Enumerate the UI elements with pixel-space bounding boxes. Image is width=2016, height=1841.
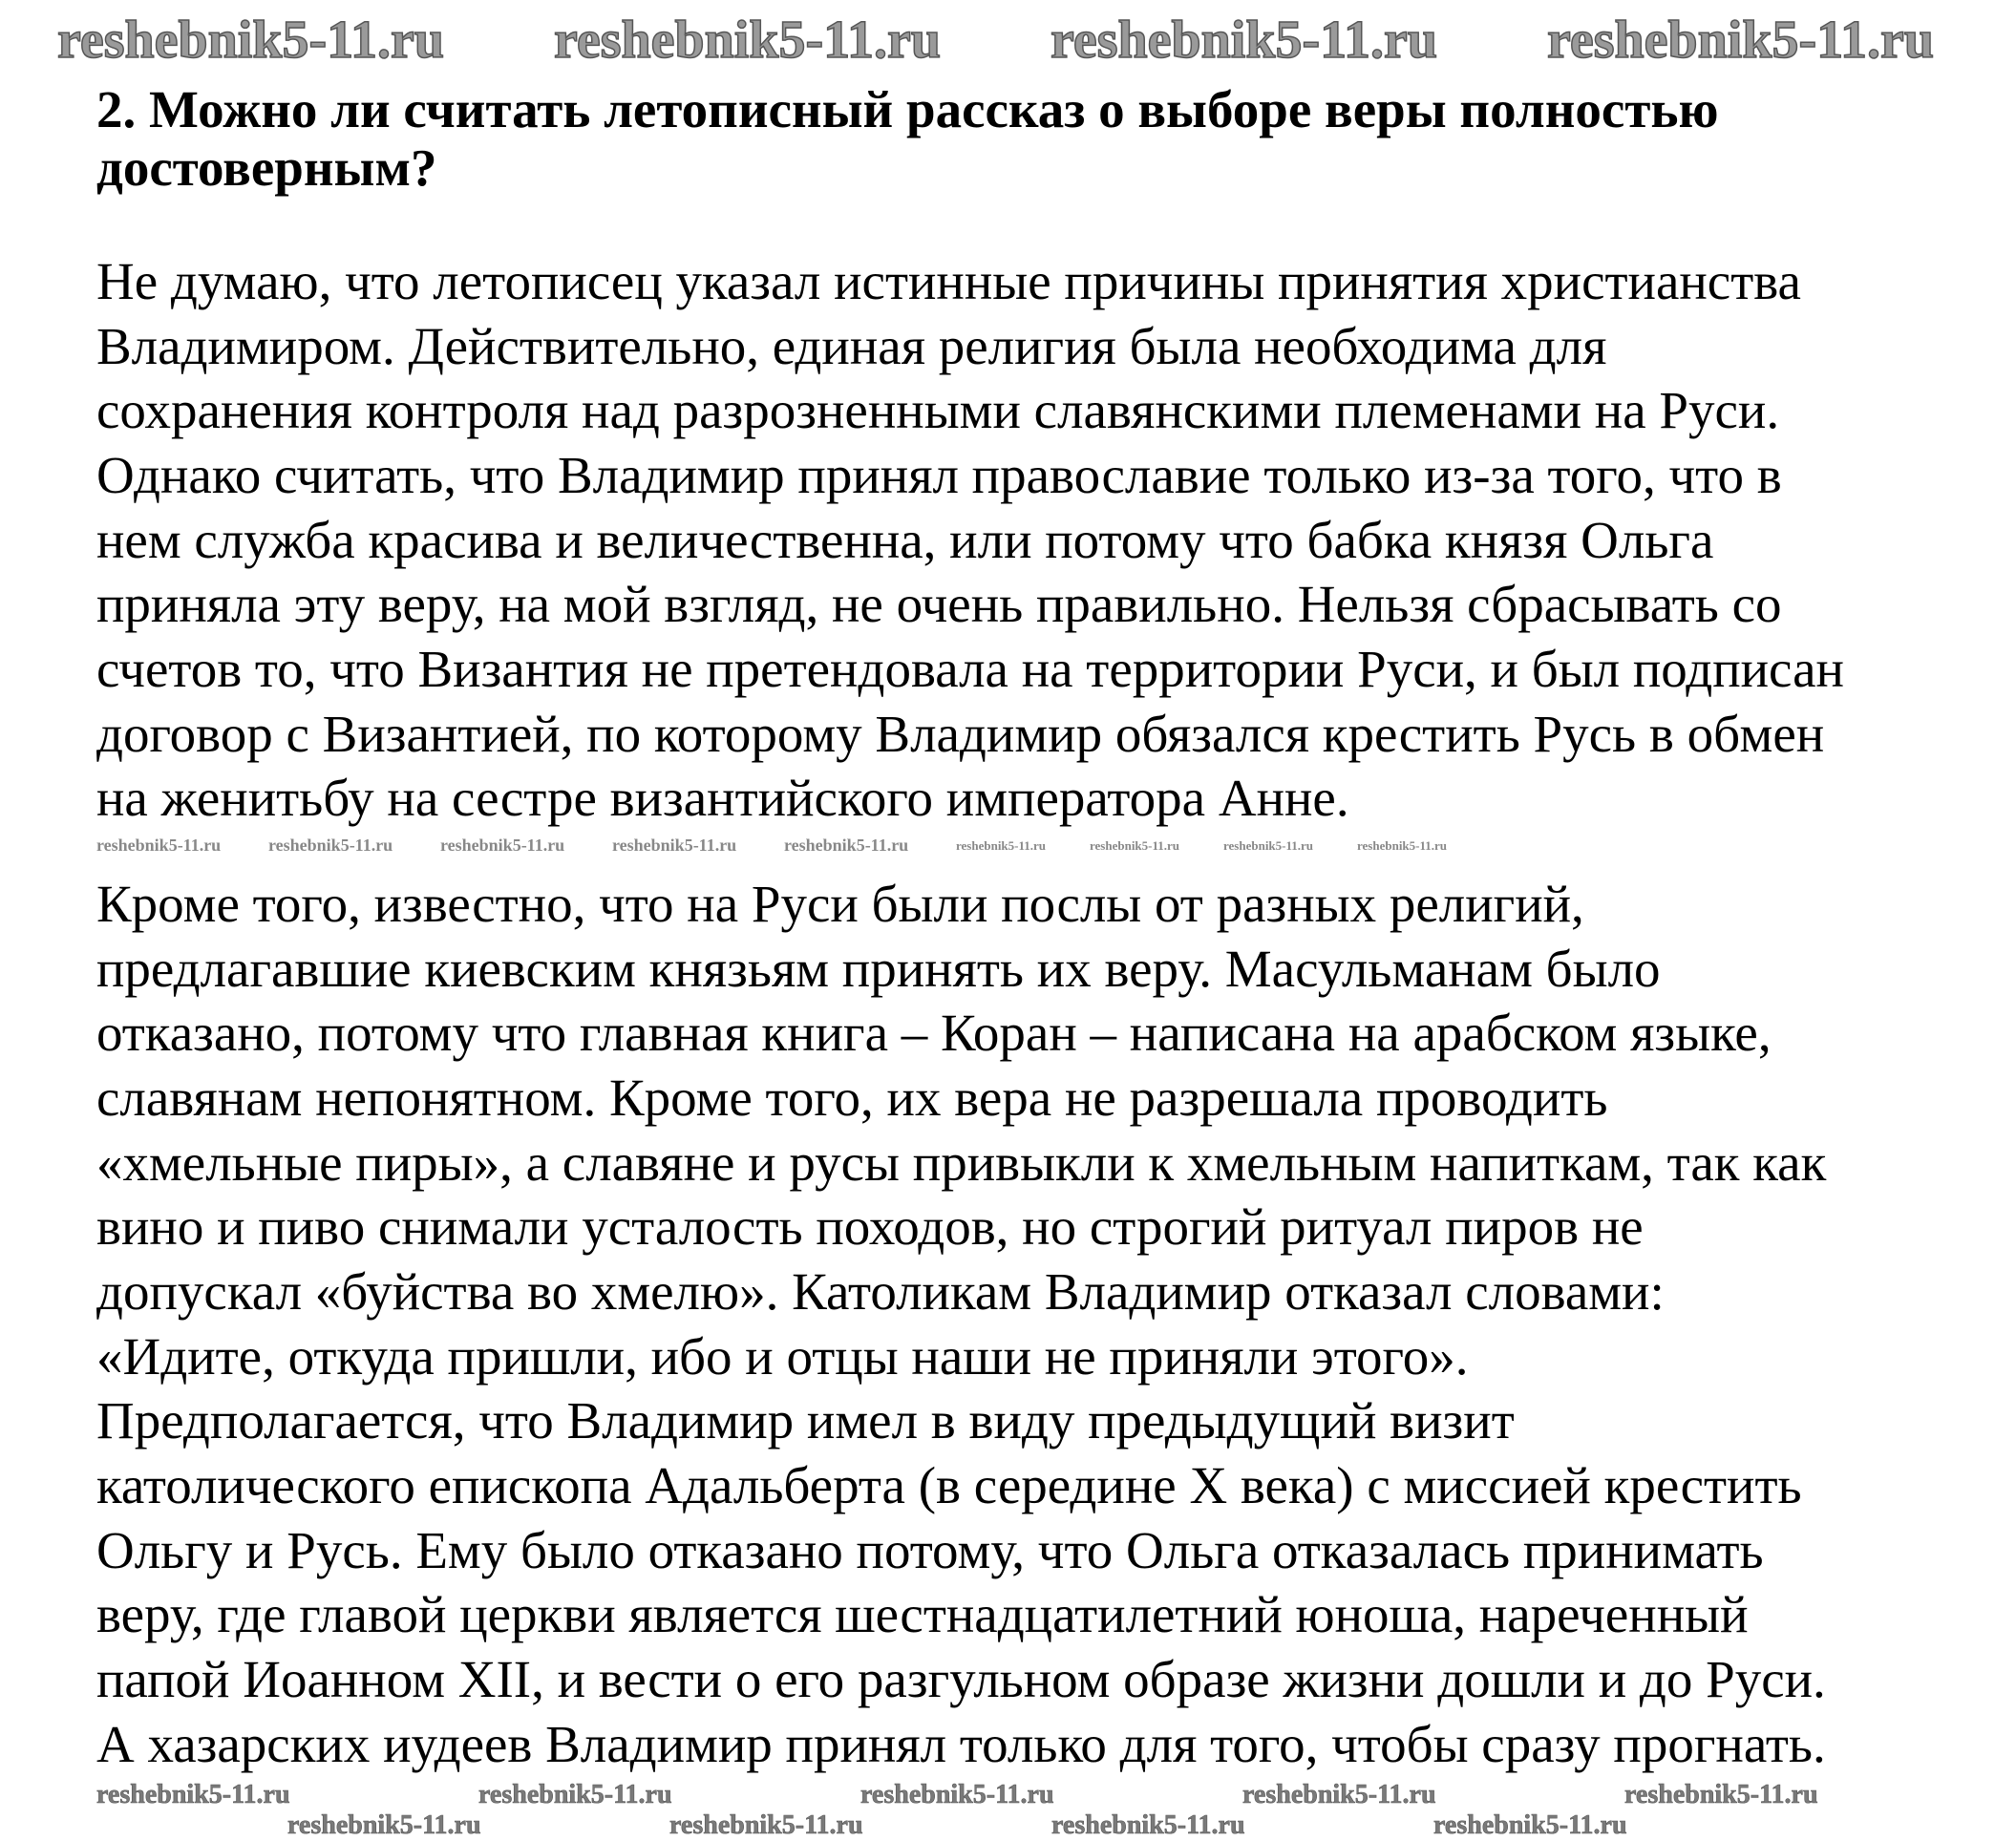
- watermark: reshebnik5-11.ru: [860, 1780, 1054, 1809]
- watermark: reshebnik5-11.ru: [784, 836, 909, 855]
- answer-line: счетов то, что Византия не претендовала на территории Руси, и был подписан: [96, 640, 1844, 698]
- answer-line: на женитьбу на сестре византийского императора Анне.: [96, 769, 1349, 827]
- watermark: reshebnik5-11.ru: [57, 11, 445, 70]
- watermark: reshebnik5-11.ru: [956, 838, 1047, 853]
- answer-line: Предполагается, что Владимир имел в виду предыдущий визит: [96, 1391, 1515, 1450]
- watermark: reshebnik5-11.ru: [1242, 1780, 1436, 1809]
- watermark: reshebnik5-11.ru: [1357, 838, 1448, 853]
- question-line: достоверным?: [96, 138, 437, 197]
- answer-line: нем служба красива и величественна, или потому что бабка князя Ольга: [96, 511, 1714, 569]
- answer-line: Однако считать, что Владимир принял православие только из-за того, что в: [96, 446, 1782, 504]
- answer-line: предлагавшие киевским князьям принять их веру. Масульманам было: [96, 940, 1661, 998]
- watermark: reshebnik5-11.ru: [268, 836, 393, 855]
- answer-line: католического епископа Адальберта (в середине X века) с миссией крестить: [96, 1456, 1802, 1514]
- answer-line: договор с Византией, по которому Владимир обязался крестить Русь в обмен: [96, 705, 1825, 763]
- watermark: reshebnik5-11.ru: [1223, 838, 1314, 853]
- answer-line: А хазарских иудеев Владимир принял только для того, чтобы сразу прогнать.: [96, 1715, 1826, 1773]
- watermark: reshebnik5-11.ru: [612, 836, 737, 855]
- watermark: reshebnik5-11.ru: [669, 1810, 863, 1840]
- answer-line: приняла эту веру, на мой взгляд, не очень правильно. Нельзя сбрасывать со: [96, 575, 1782, 633]
- watermark: reshebnik5-11.ru: [554, 11, 942, 70]
- watermark: reshebnik5-11.ru: [1624, 1780, 1818, 1809]
- answer-line: отказано, потому что главная книга – Коран – написана на арабском языке,: [96, 1004, 1772, 1062]
- answer-line: Не думаю, что летописец указал истинные причины принятия христианства: [96, 252, 1801, 310]
- answer-line: «хмельные пиры», а славяне и русы привыкли к хмельным напиткам, так как: [96, 1133, 1827, 1192]
- watermark: reshebnik5-11.ru: [1090, 838, 1180, 853]
- answer-line: Владимиром. Действительно, единая религия была необходима для: [96, 317, 1607, 375]
- watermark: reshebnik5-11.ru: [96, 1780, 290, 1809]
- answer-line: Кроме того, известно, что на Руси были послы от разных религий,: [96, 875, 1584, 933]
- watermark: reshebnik5-11.ru: [287, 1810, 481, 1840]
- watermark: reshebnik5-11.ru: [96, 836, 222, 855]
- answer-line: славянам непонятном. Кроме того, их вера не разрешала проводить: [96, 1069, 1608, 1127]
- answer-line: «Идите, откуда пришли, ибо и отцы наши не приняли этого».: [96, 1327, 1469, 1386]
- answer-line: веру, где главой церкви является шестнадцатилетний юноша, нареченный: [96, 1585, 1749, 1643]
- watermark: reshebnik5-11.ru: [1050, 11, 1438, 70]
- watermark: reshebnik5-11.ru: [440, 836, 565, 855]
- answer-line: сохранения контроля над разрозненными славянскими племенами на Руси.: [96, 381, 1780, 439]
- answer-line: допускал «буйства во хмелю». Католикам Владимир отказал словами:: [96, 1262, 1665, 1321]
- answer-line: Ольгу и Русь. Ему было отказано потому, что Ольга отказалась принимать: [96, 1521, 1764, 1579]
- watermark: reshebnik5-11.ru: [1547, 11, 1935, 70]
- watermark: reshebnik5-11.ru: [1433, 1810, 1627, 1840]
- answer-line: вино и пиво снимали усталость походов, но строгий ритуал пиров не: [96, 1197, 1644, 1256]
- answer-line: папой Иоанном XII, и вести о его разгульном образе жизни дошли и до Руси.: [96, 1650, 1826, 1708]
- watermark: reshebnik5-11.ru: [1051, 1810, 1245, 1840]
- watermark: reshebnik5-11.ru: [478, 1780, 672, 1809]
- question-line: 2. Можно ли считать летописный рассказ о выборе веры полностью: [96, 80, 1719, 138]
